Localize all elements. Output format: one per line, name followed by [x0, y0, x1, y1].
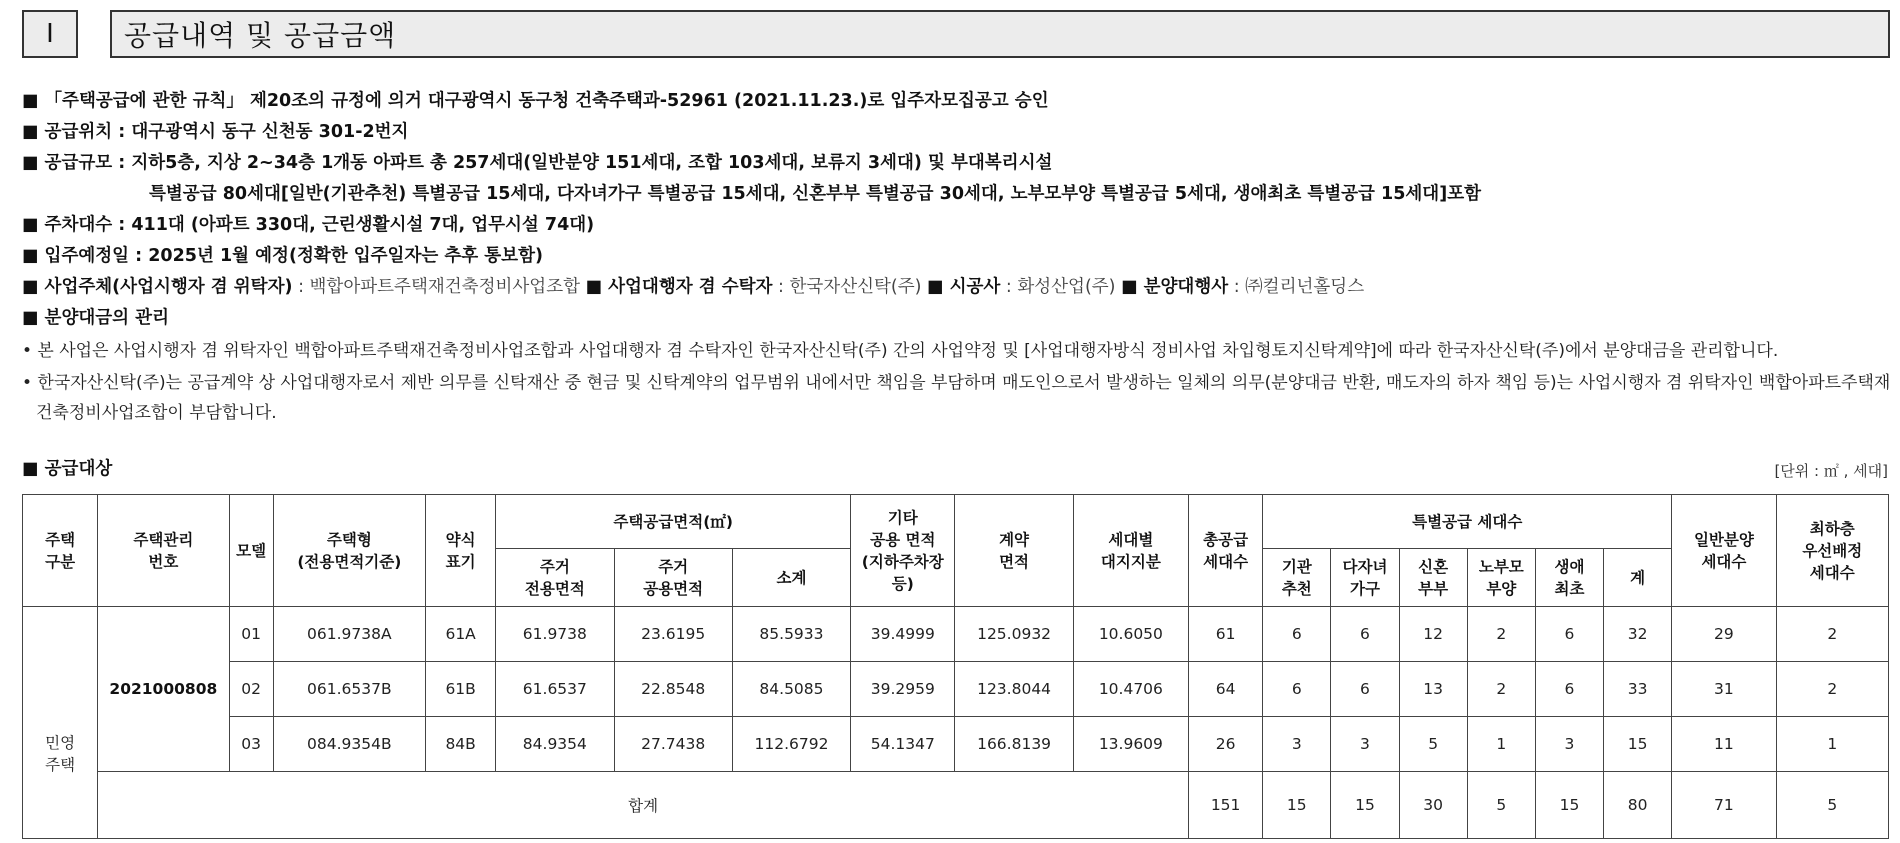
- operator-label: 사업주체(사업시행자 겸 위탁자): [44, 277, 293, 297]
- square-bullet-icon: ■: [22, 215, 39, 235]
- cell-total: 151: [1189, 772, 1263, 839]
- header-sp-first: 생애 최초: [1535, 549, 1603, 607]
- seller-label: 분양대행사: [1143, 277, 1229, 297]
- approval-line: ■ 「주택공급에 관한 규칙」 제20조의 규정에 의거 대구광역시 동구청 건축주택과-52961 (2021.11.23.)로 입주자모집공고 승인: [22, 91, 1049, 111]
- cell-abbr: 61B: [426, 662, 496, 717]
- cell-contract: 166.8139: [955, 717, 1073, 772]
- cell-type: 061.6537B: [273, 662, 425, 717]
- cell-model: 03: [229, 717, 273, 772]
- cell-common: 22.8548: [614, 662, 732, 717]
- cell-exclusive: 61.6537: [496, 662, 614, 717]
- cell-subtotal: 84.5085: [732, 662, 850, 717]
- header-sp-sum: 계: [1604, 549, 1672, 607]
- cell-newly: 30: [1399, 772, 1467, 839]
- cell-newly: 5: [1399, 717, 1467, 772]
- header-lowest: 최하층 우선배정 세대수: [1776, 495, 1888, 607]
- header-sp-multi: 다자녀 가구: [1331, 549, 1399, 607]
- cell-exclusive: 61.9738: [496, 607, 614, 662]
- square-bullet-icon: ■: [22, 122, 39, 142]
- builder-value: : 화성산업(주): [1000, 277, 1122, 297]
- cell-total: 61: [1189, 607, 1263, 662]
- total-row: [23, 772, 1889, 839]
- cell-first: 15: [1535, 772, 1603, 839]
- cell-contract: 123.8044: [955, 662, 1073, 717]
- cell-first: 6: [1535, 662, 1603, 717]
- cell-multi: 6: [1331, 662, 1399, 717]
- cell-newly: 13: [1399, 662, 1467, 717]
- cell-subtotal: 112.6792: [732, 717, 850, 772]
- agent-label: 사업대행자 겸 수탁자: [608, 277, 773, 297]
- cell-inst: 6: [1263, 662, 1331, 717]
- header-total-units: 총공급 세대수: [1189, 495, 1263, 607]
- builder-label: 시공사: [949, 277, 1001, 297]
- cell-inst: 3: [1263, 717, 1331, 772]
- parties-line: [22, 272, 1892, 303]
- cell-inst: 15: [1263, 772, 1331, 839]
- header-abbr: 약식 표기: [426, 495, 496, 607]
- unit-note: [단위 : ㎡ , 세대]: [1774, 462, 1888, 480]
- square-bullet-icon: ■: [22, 246, 39, 266]
- header-sp-elder: 노부모 부양: [1467, 549, 1535, 607]
- cell-common: 27.7438: [614, 717, 732, 772]
- agent-value: : 한국자산신탁(주): [772, 277, 928, 297]
- cell-first: 3: [1535, 717, 1603, 772]
- header-sp-newly: 신혼 부부: [1399, 549, 1467, 607]
- cell-elder: 2: [1467, 607, 1535, 662]
- cell-elder: 5: [1467, 772, 1535, 839]
- note-fund-management: • 본 사업은 사업시행자 겸 위탁자인 백합아파트주택재건축정비사업조합과 사업대행자 겸 수탁자인 한국자산신탁(주) 간의 사업약정 및 [사업대행자방식 정비사업 차입형토지신탁계약]에 따라 한국자산신탁(주)에서 분양대금을 관리합니다.: [22, 341, 1779, 361]
- square-bullet-icon: ■: [22, 153, 39, 173]
- supply-table: [22, 494, 1889, 839]
- info-block: [22, 86, 1892, 428]
- cell-general: 11: [1672, 717, 1776, 772]
- supply-target-heading: ■ 공급대상: [22, 459, 113, 479]
- cell-lowest: 1: [1776, 717, 1888, 772]
- header-mgmt-no: 주택관리 번호: [98, 495, 229, 607]
- cell-sum: 80: [1604, 772, 1672, 839]
- table-row: [23, 717, 1889, 772]
- header-general: 일반분양 세대수: [1672, 495, 1776, 607]
- header-house-type: 주택형 (전용면적기준): [273, 495, 425, 607]
- scale-line: ■ 공급규모 : 지하5층, 지상 2~34층 1개동 아파트 총 257세대(일반분양 151세대, 조합 103세대, 보류지 3세대) 및 부대복리시설: [22, 153, 1053, 173]
- table-row: [23, 607, 1889, 662]
- scale-special-line: 특별공급 80세대[일반(기관추천) 특별공급 15세대, 다자녀가구 특별공급 15세대, 신혼부부 특별공급 30세대, 노부모부양 특별공급 5세대, 생애최초 특별공급 15세대]포함: [149, 184, 1482, 204]
- section-number-box: Ⅰ: [22, 10, 78, 58]
- cell-newly: 12: [1399, 607, 1467, 662]
- cell-general: 71: [1672, 772, 1776, 839]
- square-bullet-icon: ■: [22, 459, 39, 479]
- header-model: 모델: [229, 495, 273, 607]
- cell-land: 10.4706: [1073, 662, 1188, 717]
- cell-sum: 15: [1604, 717, 1672, 772]
- cell-sum: 32: [1604, 607, 1672, 662]
- cell-other: 39.2959: [851, 662, 955, 717]
- square-bullet-icon: ■: [1121, 277, 1138, 297]
- cell-lowest: 2: [1776, 662, 1888, 717]
- section-title: 공급내역 및 공급금액: [110, 10, 1890, 58]
- table-row: [23, 662, 1889, 717]
- header-housing-type: 주택 구분: [23, 495, 98, 607]
- cell-first: 6: [1535, 607, 1603, 662]
- cell-land: 13.9609: [1073, 717, 1188, 772]
- cell-elder: 2: [1467, 662, 1535, 717]
- header-sp-inst: 기관 추천: [1263, 549, 1331, 607]
- cell-mgmt-no: 2021000808: [98, 607, 229, 772]
- square-bullet-icon: ■: [927, 277, 944, 297]
- cell-multi: 6: [1331, 607, 1399, 662]
- cell-lowest: 5: [1776, 772, 1888, 839]
- header-special: 특별공급 세대수: [1263, 495, 1672, 549]
- square-bullet-icon: ■: [22, 277, 39, 297]
- cell-abbr: 84B: [426, 717, 496, 772]
- cell-model: 01: [229, 607, 273, 662]
- seller-value: : ㈜컬리넌홀딩스: [1228, 277, 1365, 297]
- header-contract-area: 계약 면적: [955, 495, 1073, 607]
- header-subtotal: 소계: [732, 549, 850, 607]
- move-in-line: ■ 입주예정일 : 2025년 1월 예정(정확한 입주일자는 추후 통보함): [22, 246, 543, 266]
- cell-contract: 125.0932: [955, 607, 1073, 662]
- header-land-share: 세대별 대지지분: [1073, 495, 1188, 607]
- cell-total: 26: [1189, 717, 1263, 772]
- cell-model: 02: [229, 662, 273, 717]
- cell-multi: 3: [1331, 717, 1399, 772]
- note-trustee-liability: • 한국자산신탁(주)는 공급계약 상 사업대행자로서 제반 의무를 신탁재산 중 현금 및 신탁계약의 업무범위 내에서만 책임을 부담하며 매도인으로서 발생하는 일체의 의무(분양대금 반환, 매도자의 하자 책임 등)는 사업시행자 겸 위탁자인 백합아파트주택재건축정비사업조합이 부담합니다.: [22, 373, 1891, 423]
- cell-common: 23.6195: [614, 607, 732, 662]
- cell-total-label: 합계: [98, 772, 1189, 839]
- header-supply-area: 주택공급면적(㎡): [496, 495, 851, 549]
- cell-subtotal: 85.5933: [732, 607, 850, 662]
- square-bullet-icon: ■: [585, 277, 603, 297]
- cell-sum: 33: [1604, 662, 1672, 717]
- cell-inst: 6: [1263, 607, 1331, 662]
- cell-housing-type: 민영 주택: [23, 607, 98, 839]
- cell-total: 64: [1189, 662, 1263, 717]
- cell-abbr: 61A: [426, 607, 496, 662]
- cell-general: 31: [1672, 662, 1776, 717]
- cell-elder: 1: [1467, 717, 1535, 772]
- cell-lowest: 2: [1776, 607, 1888, 662]
- header-common: 주거 공용면적: [614, 549, 732, 607]
- location-line: ■ 공급위치 : 대구광역시 동구 신천동 301-2번지: [22, 122, 409, 142]
- square-bullet-icon: ■: [22, 91, 39, 111]
- cell-type: 061.9738A: [273, 607, 425, 662]
- cell-multi: 15: [1331, 772, 1399, 839]
- header-exclusive: 주거 전용면적: [496, 549, 614, 607]
- operator-value: : 백합아파트주택재건축정비사업조합: [292, 277, 586, 297]
- cell-general: 29: [1672, 607, 1776, 662]
- cell-land: 10.6050: [1073, 607, 1188, 662]
- cell-other: 54.1347: [851, 717, 955, 772]
- cell-exclusive: 84.9354: [496, 717, 614, 772]
- fund-mgmt-heading: ■ 분양대금의 관리: [22, 308, 169, 328]
- cell-type: 084.9354B: [273, 717, 425, 772]
- parking-line: ■ 주차대수 : 411대 (아파트 330대, 근린생활시설 7대, 업무시설 74대): [22, 215, 595, 235]
- header-other-common: 기타 공용 면적 (지하주차장 등): [851, 495, 955, 607]
- square-bullet-icon: ■: [22, 308, 39, 328]
- cell-other: 39.4999: [851, 607, 955, 662]
